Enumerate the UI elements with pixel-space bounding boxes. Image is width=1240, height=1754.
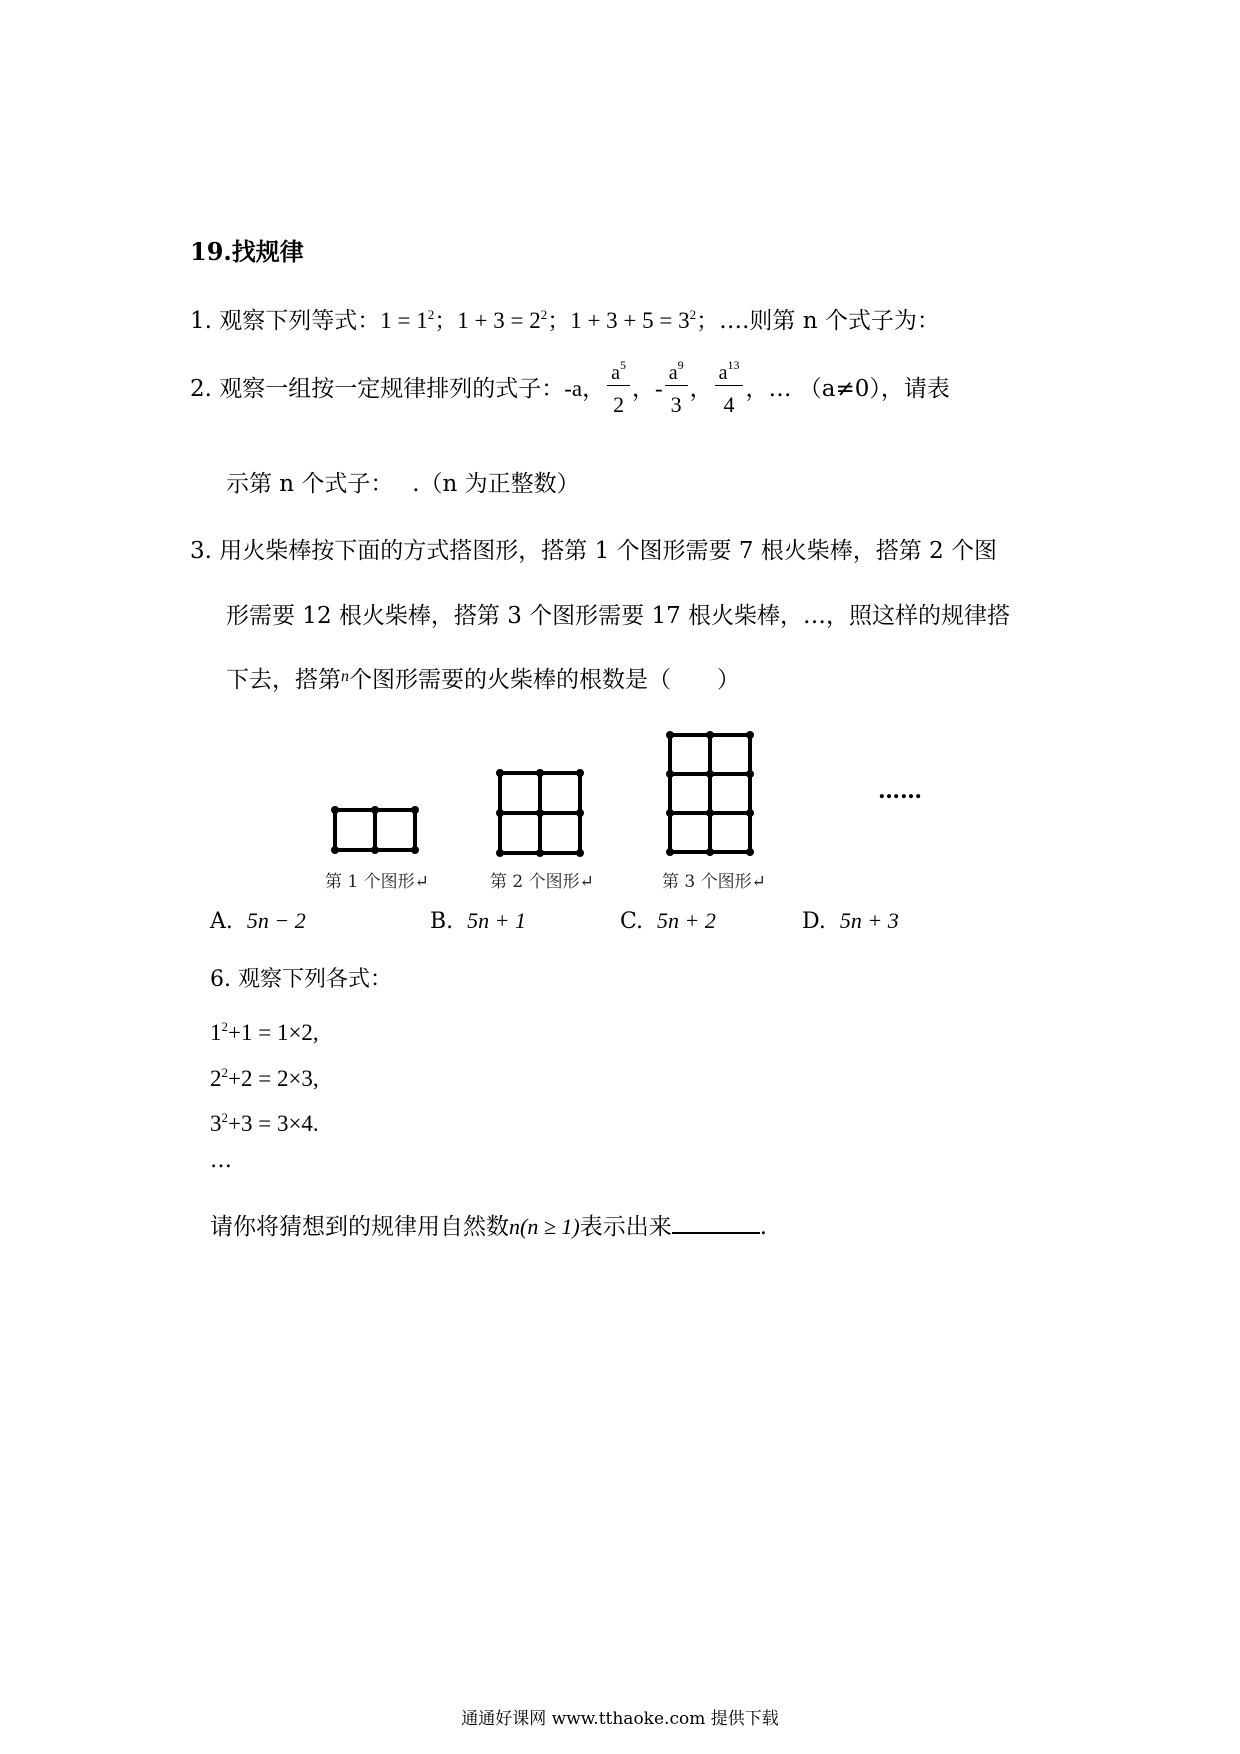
q3-line-1: 3. 用火柴棒按下面的方式搭图形，搭第 1 个图形需要 7 根火柴棒，搭第 2 个图 — [190, 538, 998, 564]
q3-variable-n: n — [341, 668, 349, 685]
q1-eq3: $1 + 3 + 5 = 3^2$ — [570, 307, 697, 333]
option-d: D. 5n + 3 — [802, 908, 899, 934]
q6-prompt-math: n(n ≥ 1) — [509, 1214, 580, 1239]
q6-equation-3: $3^2+3 = 3\times 4$. — [210, 1110, 319, 1136]
q2-fraction-1: $\frac{a^5}{2}$ — [607, 362, 630, 418]
q6-dots: … — [210, 1148, 232, 1173]
q2-fraction-2: $\frac{a^9}{3}$ — [665, 362, 688, 418]
figures-ellipsis: …… — [878, 778, 922, 804]
figure-2-label: 第 2 个图形↵ — [490, 872, 594, 892]
q2-prefix: 2. 观察一组按一定规律排列的式子： — [190, 376, 565, 402]
question-1 — [190, 302, 940, 335]
q6-prompt: 请你将猜想到的规律用自然数n(n ≥ 1)表示出来 . — [210, 1214, 768, 1240]
matchstick-figure-3 — [0, 0, 1, 1]
page-title: 19.找规律 — [190, 237, 304, 266]
answer-blank[interactable] — [672, 1212, 760, 1234]
q6-equation-2: $2^2+2 = 2\times 3$, — [210, 1065, 319, 1091]
q1-eq1: $1 = 1^2$ — [380, 307, 435, 333]
figure-1-label: 第 1 个图形↵ — [325, 872, 429, 892]
footer-credit: 通通好课网 www.tthaoke.com 提供下载 — [461, 1709, 779, 1729]
q1-eq2: $1 + 3 = 2^2$ — [457, 307, 548, 333]
figure-3-label: 第 3 个图形↵ — [662, 872, 766, 892]
q1-prefix: 1. 观察下列等式： — [190, 308, 381, 334]
q2-comma: ， — [632, 376, 656, 402]
q2-minus-sign: - — [655, 376, 663, 401]
option-c: C. 5n + 2 — [620, 908, 716, 934]
option-b: B. 5n + 1 — [430, 908, 527, 934]
q3-line-3: 下去，搭第$^n$个图形需要的火柴棒的根数是（ ） — [226, 667, 740, 693]
q1-suffix: ；….则第 n 个式子为： — [696, 308, 940, 334]
q2-fraction-3: $\frac{a^{13}}{4}$ — [715, 362, 744, 418]
q1-sep2: ； — [547, 308, 571, 334]
q2-comma: ， — [582, 376, 606, 402]
q6-equation-1: $1^2+1 = 1\times 2$, — [210, 1019, 319, 1045]
q3-line-2: 形需要 12 根火柴棒，搭第 3 个图形需要 17 根火柴棒，…，照这样的规律搭 — [226, 603, 1011, 629]
q2-suffix: ，… （a≠0），请表 — [745, 376, 950, 402]
question-2 — [190, 358, 950, 418]
figure-1-grid — [331, 806, 419, 854]
option-a: A. 5n − 2 — [210, 908, 306, 934]
q2-term-1: -a — [564, 376, 583, 401]
q6-heading: 6. 观察下列各式： — [210, 967, 392, 992]
q1-sep1: ； — [434, 308, 458, 334]
q2-comma: ， — [689, 376, 713, 402]
q2-line-2: 示第 n 个式子： .（n 为正整数） — [226, 471, 580, 497]
